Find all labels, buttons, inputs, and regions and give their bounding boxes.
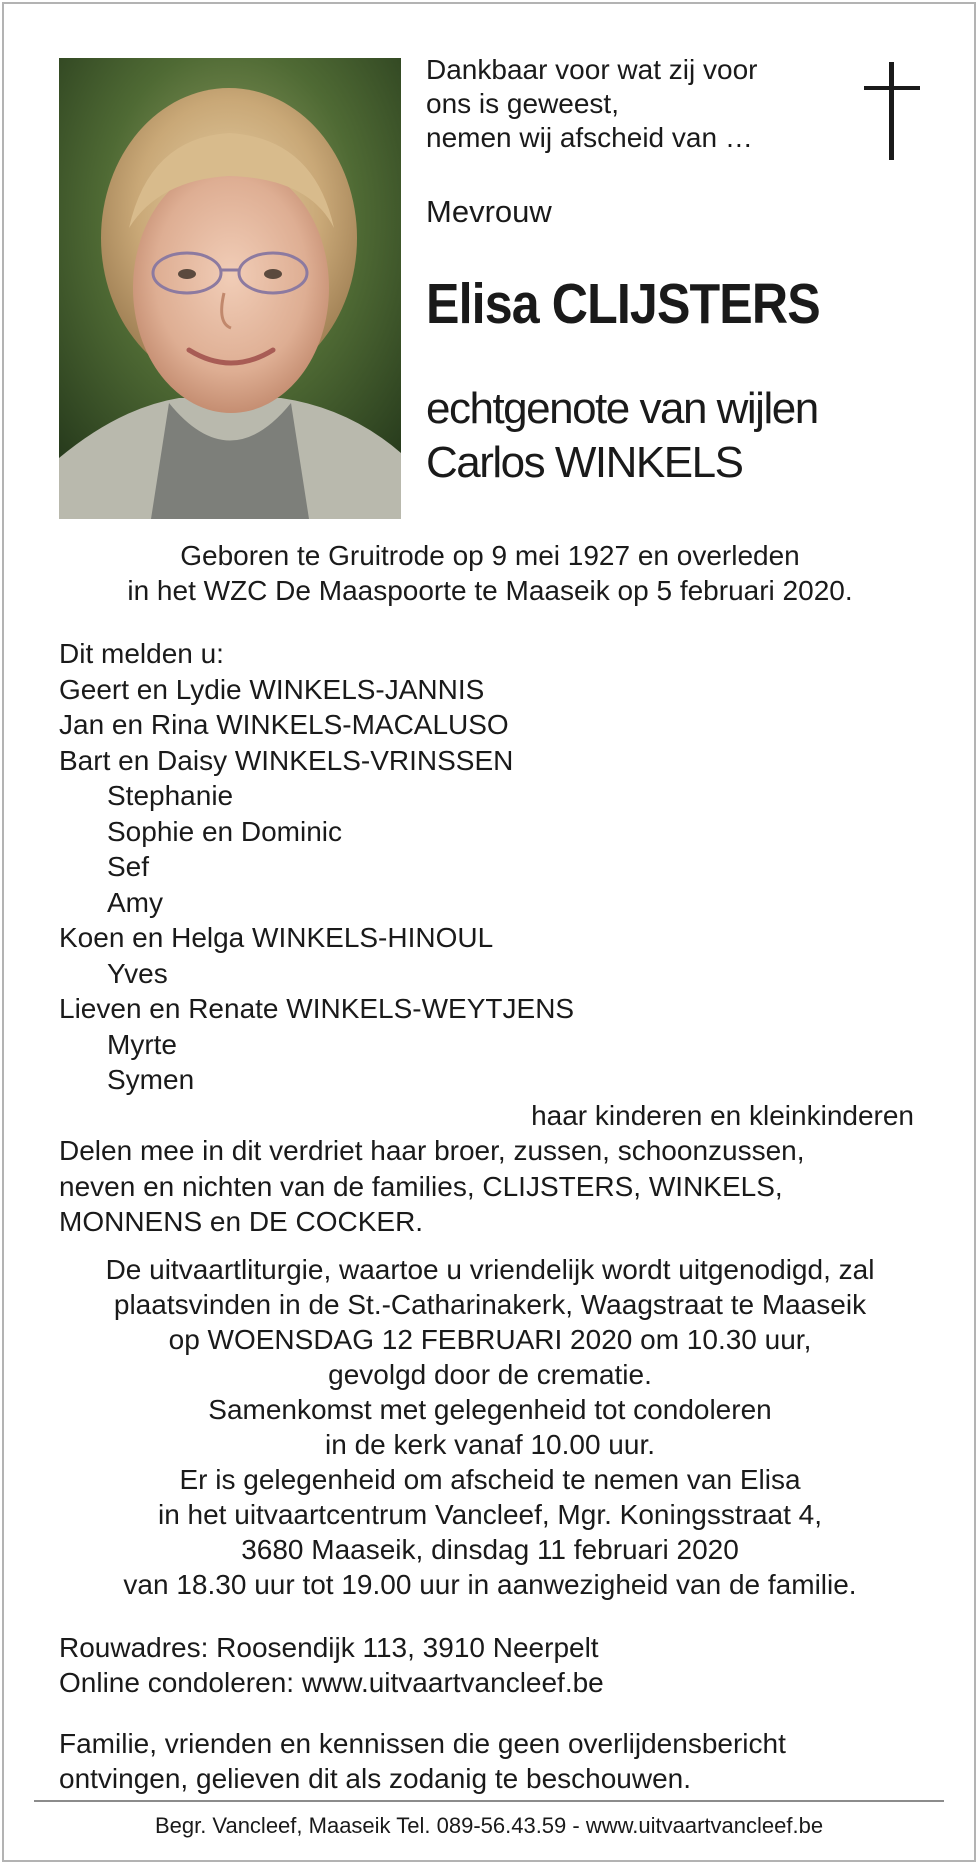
- latin-cross-icon: [864, 62, 920, 160]
- family-member: Lieven en Renate WINKELS-WEYTJENS: [59, 993, 575, 1024]
- footer-divider: [34, 1800, 944, 1802]
- grandchild: Sophie en Dominic: [107, 815, 343, 847]
- family-member: Geert en Lydie WINKELS-JANNIS: [59, 673, 485, 705]
- online-condolence: Online condoleren: www.uitvaartvancleef.be: [59, 1667, 604, 1698]
- notice-line: Familie, vrienden en kennissen die geen overlijdensbericht: [59, 1728, 786, 1759]
- ceremony-line: in de kerk vanaf 10.00 uur.: [325, 1429, 655, 1460]
- intro-line: ons is geweest,: [426, 88, 619, 119]
- intro-line: Dankbaar voor wat zij voor: [426, 54, 758, 85]
- death-line: in het WZC De Maaspoorte te Maaseik op 5 februari 2020.: [127, 575, 853, 606]
- ceremony-info: [40, 1252, 940, 1602]
- portrait-photo: [59, 58, 401, 519]
- grandchild: Symen: [107, 1064, 195, 1095]
- spouse-text: [426, 382, 818, 490]
- grandchild: Stephanie: [107, 780, 234, 811]
- family-signature: haar kinderen en kleinkinderen: [531, 1099, 914, 1131]
- mourning-address: Rouwadres: Roosendijk 113, 3910 Neerpelt: [59, 1632, 599, 1663]
- deceased-name: Elisa CLIJSTERS: [426, 272, 820, 336]
- family-member: Bart en Daisy WINKELS-VRINSSEN: [59, 744, 514, 776]
- notice-text: [59, 1726, 786, 1796]
- contact-info: [59, 1630, 604, 1700]
- ceremony-line: van 18.30 uur tot 19.00 uur in aanwezigheid van de familie.: [123, 1569, 857, 1600]
- grandchild: Sef: [107, 851, 150, 882]
- intro-line: nemen wij afscheid van …: [426, 122, 753, 153]
- ceremony-line: Samenkomst met gelegenheid tot condoleren: [208, 1394, 772, 1425]
- grandchild: Yves: [107, 957, 168, 989]
- birth-line: Geboren te Gruitrode op 9 mei 1927 en overleden: [180, 540, 800, 571]
- extended-family-line: neven en nichten van de families, CLIJSTERS, WINKELS,: [59, 1170, 783, 1202]
- family-heading: Dit melden u:: [59, 638, 224, 669]
- ceremony-line: Er is gelegenheid om afscheid te nemen van Elisa: [179, 1464, 801, 1495]
- grandchild: Myrte: [107, 1028, 177, 1060]
- footer-undertaker: Begr. Vancleef, Maaseik Tel. 089-56.43.59 - www.uitvaartvancleef.be: [154, 1813, 824, 1838]
- ceremony-line: plaatsvinden in de St.-Catharinakerk, Waagstraat te Maaseik: [113, 1289, 867, 1320]
- grandchild: Amy: [107, 886, 163, 918]
- intro-text: [426, 53, 757, 155]
- birth-death-info: [40, 538, 940, 608]
- ceremony-line: 3680 Maaseik, dinsdag 11 februari 2020: [241, 1534, 739, 1565]
- extended-family-line: MONNENS en DE COCKER.: [59, 1206, 424, 1237]
- notice-line: ontvingen, gelieven dit als zodanig te beschouwen.: [59, 1763, 691, 1794]
- ceremony-line: De uitvaartliturgie, waartoe u vriendelijk wordt uitgenodigd, zal: [105, 1254, 875, 1285]
- family-member: Jan en Rina WINKELS-MACALUSO: [59, 709, 509, 740]
- extended-family-line: Delen mee in dit verdriet haar broer, zussen, schoonzussen,: [59, 1135, 805, 1166]
- ceremony-line: gevolgd door de crematie.: [328, 1359, 652, 1390]
- title-prefix: Mevrouw: [426, 194, 552, 229]
- family-list: [59, 636, 939, 1240]
- ceremony-line: in het uitvaartcentrum Vancleef, Mgr. Koningsstraat 4,: [157, 1499, 823, 1530]
- ceremony-line: op WOENSDAG 12 FEBRUARI 2020 om 10.30 uur,: [168, 1324, 812, 1355]
- spouse-name: Carlos WINKELS: [426, 438, 743, 487]
- spouse-relation: echtgenote van wijlen: [426, 384, 818, 433]
- family-member: Koen en Helga WINKELS-HINOUL: [59, 922, 494, 953]
